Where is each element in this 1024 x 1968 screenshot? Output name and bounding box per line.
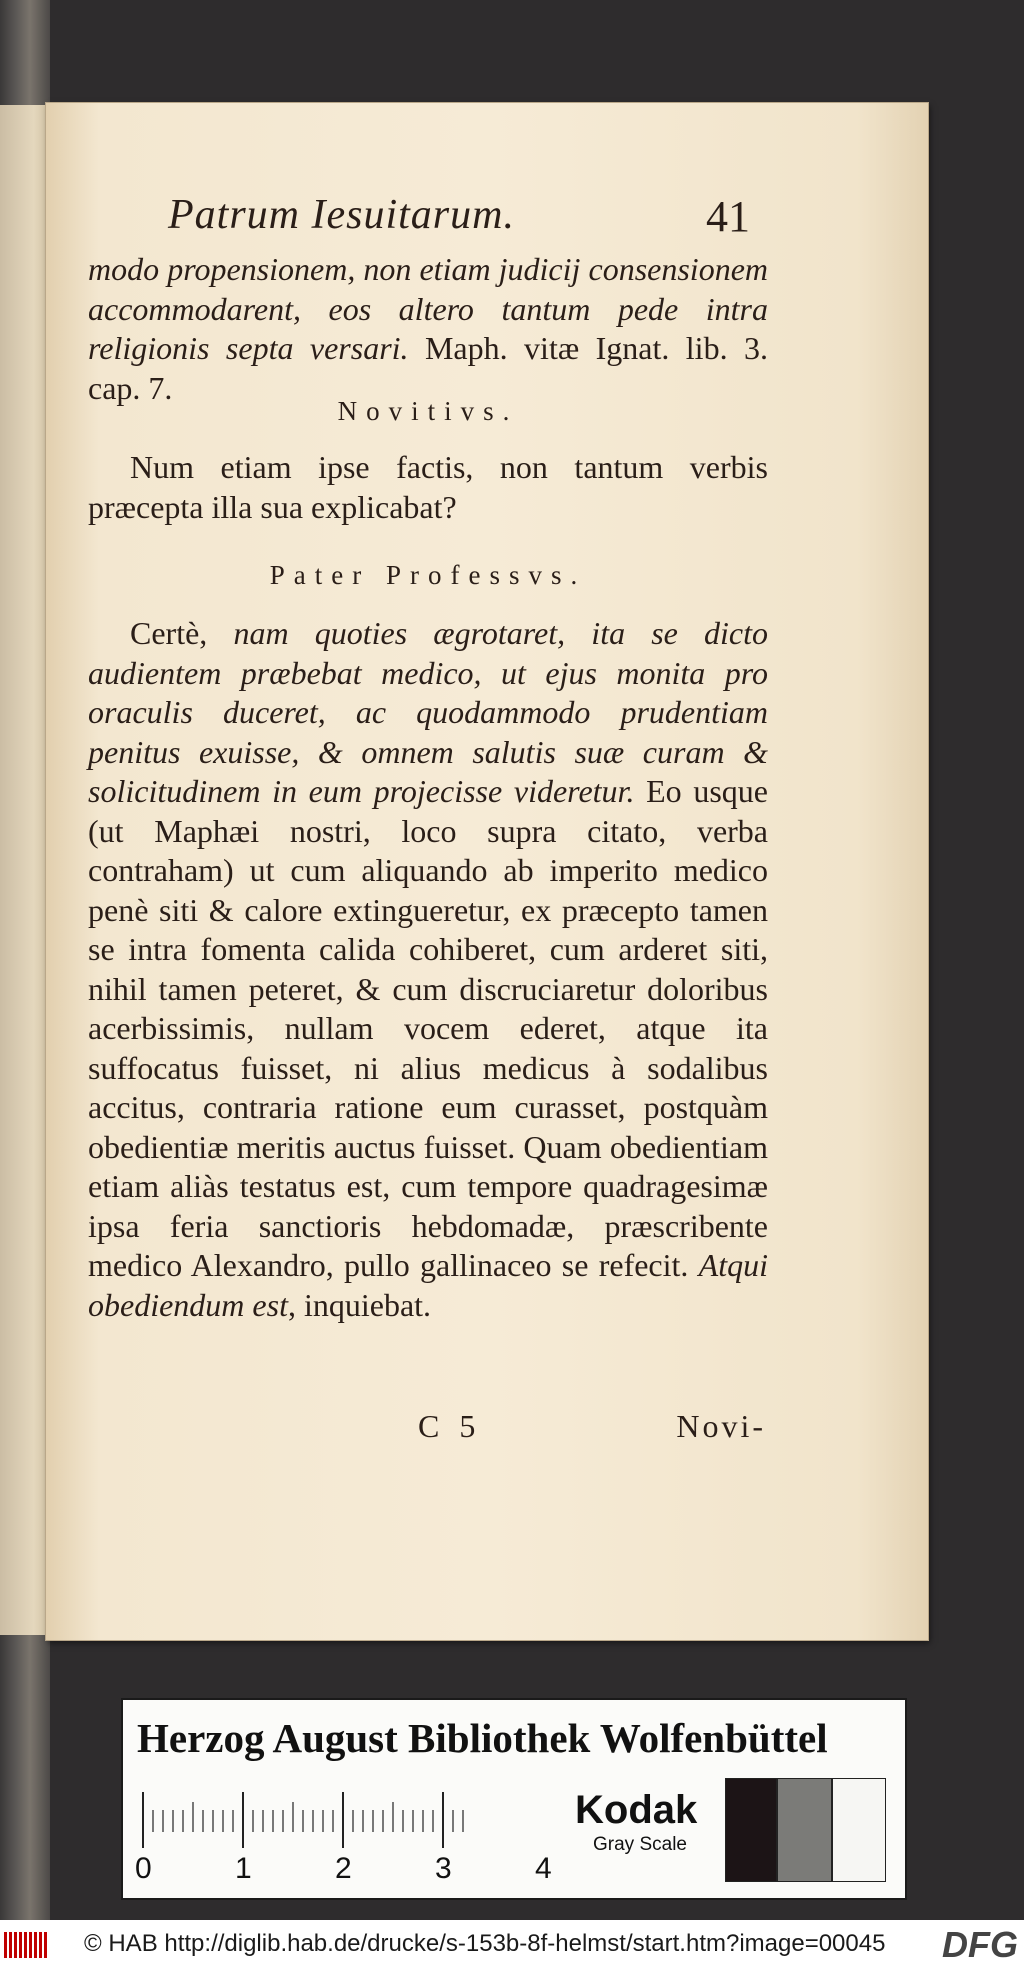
viewer-footer [0,1920,1024,1968]
hab-logo-icon [4,1932,48,1958]
dfg-logo: DFG [942,1924,1018,1965]
ruler-number: 0 [135,1852,152,1885]
ruler-numbers [135,1852,561,1892]
logo-bar [34,1932,37,1958]
ruler-number: 1 [235,1852,252,1885]
kodak-logo: Kodak [575,1788,698,1832]
signature-mark: C 5 [418,1408,482,1444]
logo-bar [9,1932,12,1958]
paragraph-3-start: Certè, [130,615,234,651]
calibration-card [121,1698,907,1900]
logo-bar [29,1932,32,1958]
logo-bar [4,1932,7,1958]
logo-bar [44,1932,47,1958]
running-head: Patrum Iesuitarum. [168,192,515,238]
logo-bar [14,1932,17,1958]
swatch-black [725,1778,777,1882]
gray-scale-label: Gray Scale [593,1834,687,1855]
paragraph-3-end: , inquiebat. [287,1286,432,1323]
paragraph-1-citation: Maph. vitæ Ignat. lib. 3. cap. 7. [88,330,769,406]
logo-bar [19,1932,22,1958]
paragraph-3-body: Eo usque (ut Maphæi nostri, loco supra citato, verba contraham) ut cum aliquando ab imperito medico penè siti & calore extingueretur, ex præcepto tamen se intra fomenta calida cohiberet, cum arderet siti, nihil tamen peteret, & cum discruciaretur doloribus acerbissimis, nullam vocem ederet, atque ita suffocatus fuisset, ni alius medicus à sodalibus accitus, contraria ratione eum curasset, postquàm obedientiæ meritis auctus fuisset. Quam obedientiam etiam aliàs testatus est, cum tempore quadragesimæ ipsa feria sanctioris hebdomadæ, præscribente medico Alexandro, pullo gallinaceo se refecit. [88,773,769,1283]
paragraph-3-italic-end: Atqui obediendum est [88,1247,768,1323]
paragraph-3-italic: nam quoties ægrotaret, ita se dicto audientem præbebat medico, ut ejus monita pro oraculis duceret, ac quodammodo prudentiam penitus exuisse, & omnem salutis suæ curam & solicitudinem in eum projecisse videretur. [88,615,769,809]
logo-bar [24,1932,27,1958]
paragraph-2: Num etiam ipse factis, non tantum verbis præcepta illa sua explicabat? [88,449,768,525]
paragraph-1-italic: modo propensionem, non etiam judicij consensionem accommodarent, eos altero tantum pede intra religionis septa versari. [88,251,768,366]
swatch-white [832,1778,886,1882]
ruler [135,1792,561,1892]
page-footer-line [88,1408,768,1448]
speaker-novitius: Novitivs. [337,396,519,426]
page-number: 41 [706,192,750,241]
logo-bar [39,1932,42,1958]
ruler-ticks [141,1792,561,1852]
paragraph-3 [88,614,768,1325]
ruler-number: 3 [435,1852,452,1885]
paragraph-1 [88,250,768,408]
ruler-number: 2 [335,1852,352,1885]
card-title: Herzog August Bibliothek Wolfenbüttel [137,1715,828,1761]
swatch-gray [777,1778,832,1882]
source-url[interactable]: © HAB http://diglib.hab.de/drucke/s-153b-8f-helmst/start.htm?image=00045 [84,1930,886,1957]
catchword: Novi- [676,1408,766,1444]
previous-page-edge [0,105,48,1635]
ruler-number: 4 [535,1852,552,1885]
speaker-pater: Pater Professvs. [269,560,587,590]
page-header [168,191,758,247]
